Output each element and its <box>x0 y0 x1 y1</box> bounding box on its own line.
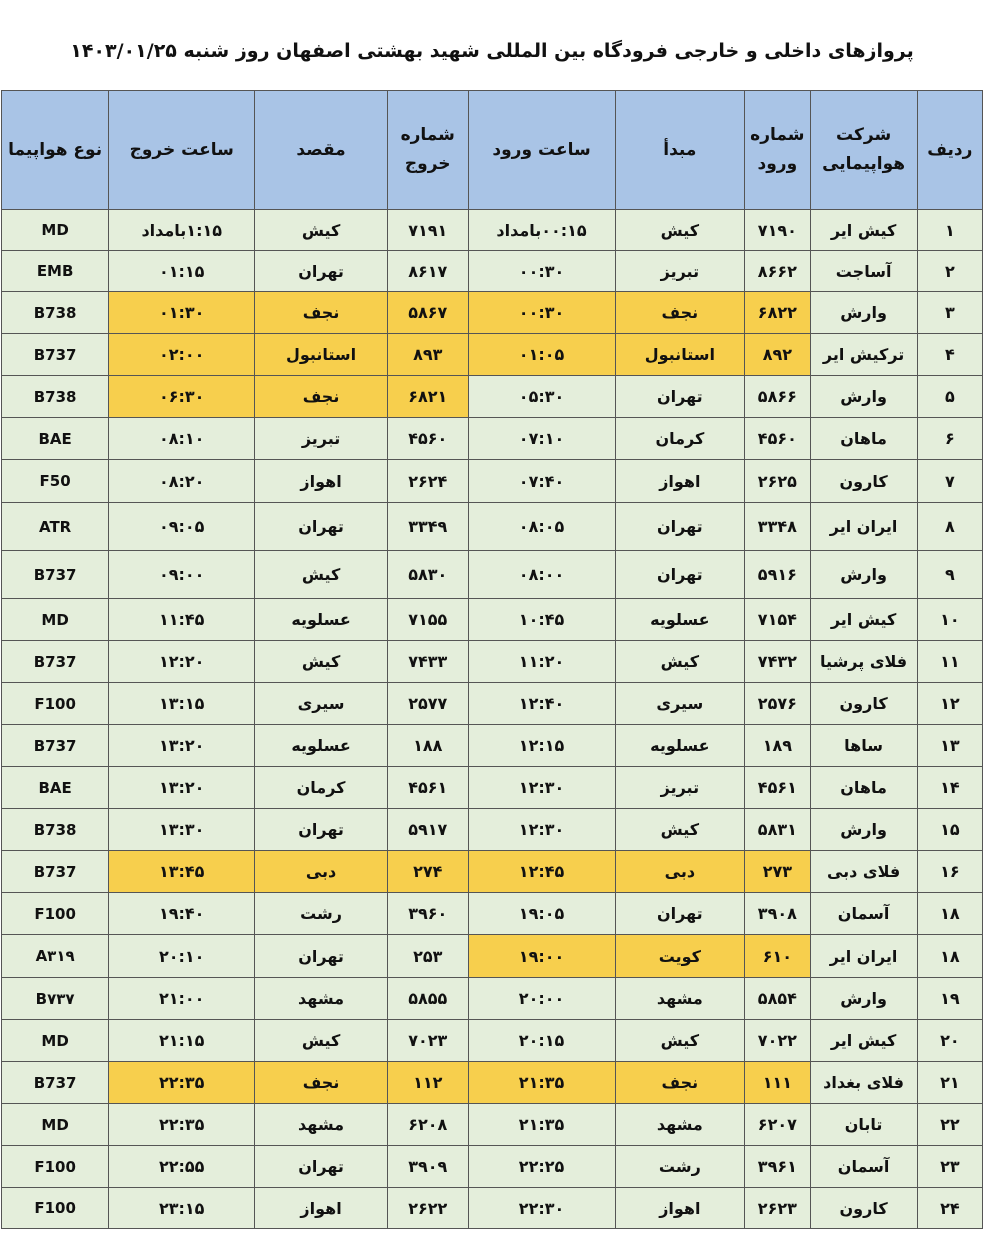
arrival-number-cell: ۵۸۵۴ <box>745 978 810 1020</box>
row-number-cell: ۷ <box>917 460 982 503</box>
airline-cell: وارش <box>810 376 917 418</box>
arrival-time-cell: ۱۲:۳۰ <box>468 809 615 851</box>
aircraft-type-cell: F100 <box>2 683 109 725</box>
destination-cell: مشهد <box>255 978 388 1020</box>
row-number-cell: ۱۸ <box>917 935 982 978</box>
header-departure-number: شماره خروج <box>387 91 468 210</box>
origin-cell: کیش <box>615 809 745 851</box>
departure-time-cell: ۰۲:۰۰ <box>109 334 255 376</box>
aircraft-type-cell: B737 <box>2 725 109 767</box>
departure-number-cell: ۵۸۶۷ <box>387 292 468 334</box>
row-number-cell: ۳ <box>917 292 982 334</box>
destination-cell: استانبول <box>255 334 388 376</box>
arrival-number-cell: ۶۲۰۷ <box>745 1104 810 1146</box>
arrival-number-cell: ۱۸۹ <box>745 725 810 767</box>
aircraft-type-cell: B737 <box>2 1062 109 1104</box>
origin-cell: نجف <box>615 1062 745 1104</box>
arrival-time-cell: ۰۸:۰۰ <box>468 551 615 599</box>
departure-time-cell: ۲۲:۳۵ <box>109 1062 255 1104</box>
aircraft-type-cell: B737 <box>2 641 109 683</box>
origin-cell: عسلویه <box>615 725 745 767</box>
destination-cell: تهران <box>255 935 388 978</box>
table-row <box>2 1188 983 1229</box>
departure-time-cell: ۱۳:۴۵ <box>109 851 255 893</box>
aircraft-type-cell: B737 <box>2 851 109 893</box>
table-row <box>2 251 983 292</box>
aircraft-type-cell: ATR <box>2 503 109 551</box>
departure-time-cell: ۱۳:۲۰ <box>109 725 255 767</box>
origin-cell: مشهد <box>615 1104 745 1146</box>
aircraft-type-cell: MD <box>2 1104 109 1146</box>
destination-cell: عسلویه <box>255 725 388 767</box>
airline-cell: فلای بغداد <box>810 1062 917 1104</box>
header-row <box>2 91 983 210</box>
departure-time-cell: ۰۹:۰۵ <box>109 503 255 551</box>
aircraft-type-cell: A۳۱۹ <box>2 935 109 978</box>
airline-cell: ماهان <box>810 418 917 460</box>
departure-time-cell: ۲۲:۵۵ <box>109 1146 255 1188</box>
airline-cell: فلای پرشیا <box>810 641 917 683</box>
arrival-time-cell: ۱۲:۴۰ <box>468 683 615 725</box>
destination-cell: مشهد <box>255 1104 388 1146</box>
table-row <box>2 503 983 551</box>
arrival-number-cell: ۲۶۲۳ <box>745 1188 810 1229</box>
arrival-time-cell: ۰۵:۳۰ <box>468 376 615 418</box>
row-number-cell: ۸ <box>917 503 982 551</box>
table-row <box>2 935 983 978</box>
table-row <box>2 851 983 893</box>
origin-cell: اهواز <box>615 460 745 503</box>
origin-cell: عسلویه <box>615 599 745 641</box>
arrival-number-cell: ۶۸۲۲ <box>745 292 810 334</box>
header-arrival-number: شماره ورود <box>745 91 810 210</box>
table-row <box>2 334 983 376</box>
airline-cell: تابان <box>810 1104 917 1146</box>
airline-cell: ماهان <box>810 767 917 809</box>
airline-cell: کیش ایر <box>810 1020 917 1062</box>
row-number-cell: ۲۴ <box>917 1188 982 1229</box>
header-arrival-time: ساعت ورود <box>468 91 615 210</box>
aircraft-type-cell: B737 <box>2 334 109 376</box>
departure-number-cell: ۸۹۳ <box>387 334 468 376</box>
aircraft-type-cell: B737 <box>2 551 109 599</box>
destination-cell: سیری <box>255 683 388 725</box>
flights-table <box>1 90 983 1229</box>
row-number-cell: ۱۱ <box>917 641 982 683</box>
table-row <box>2 210 983 251</box>
table-row <box>2 292 983 334</box>
arrival-number-cell: ۳۳۴۸ <box>745 503 810 551</box>
departure-time-cell: ۱۳:۱۵ <box>109 683 255 725</box>
arrival-time-cell: ۰۸:۰۵ <box>468 503 615 551</box>
departure-time-cell: ۱:۱۵بامداد <box>109 210 255 251</box>
header-origin: مبدأ <box>615 91 745 210</box>
arrival-number-cell: ۴۵۶۱ <box>745 767 810 809</box>
airline-cell: وارش <box>810 292 917 334</box>
airline-cell: ایران ایر <box>810 503 917 551</box>
airline-cell: کارون <box>810 1188 917 1229</box>
row-number-cell: ۴ <box>917 334 982 376</box>
departure-number-cell: ۶۲۰۸ <box>387 1104 468 1146</box>
row-number-cell: ۱۴ <box>917 767 982 809</box>
aircraft-type-cell: F100 <box>2 1188 109 1229</box>
origin-cell: کیش <box>615 641 745 683</box>
destination-cell: نجف <box>255 292 388 334</box>
destination-cell: تهران <box>255 809 388 851</box>
airline-cell: ترکیش ایر <box>810 334 917 376</box>
header-row-number: ردیف <box>917 91 982 210</box>
arrival-number-cell: ۱۱۱ <box>745 1062 810 1104</box>
airline-cell: کارون <box>810 460 917 503</box>
airline-cell: کیش ایر <box>810 599 917 641</box>
arrival-number-cell: ۲۷۳ <box>745 851 810 893</box>
arrival-number-cell: ۵۸۳۱ <box>745 809 810 851</box>
destination-cell: اهواز <box>255 460 388 503</box>
arrival-number-cell: ۲۶۲۵ <box>745 460 810 503</box>
table-row <box>2 893 983 935</box>
row-number-cell: ۶ <box>917 418 982 460</box>
origin-cell: اهواز <box>615 1188 745 1229</box>
table-row <box>2 1020 983 1062</box>
airline-cell: فلای دبی <box>810 851 917 893</box>
arrival-time-cell: ۱۱:۲۰ <box>468 641 615 683</box>
row-number-cell: ۱۰ <box>917 599 982 641</box>
departure-number-cell: ۱۸۸ <box>387 725 468 767</box>
origin-cell: تبریز <box>615 251 745 292</box>
arrival-time-cell: ۰۰:۳۰ <box>468 292 615 334</box>
departure-number-cell: ۴۵۶۰ <box>387 418 468 460</box>
row-number-cell: ۲۰ <box>917 1020 982 1062</box>
airline-cell: کیش ایر <box>810 210 917 251</box>
origin-cell: دبی <box>615 851 745 893</box>
departure-time-cell: ۲۲:۳۵ <box>109 1104 255 1146</box>
aircraft-type-cell: F100 <box>2 893 109 935</box>
airline-cell: آسمان <box>810 1146 917 1188</box>
departure-number-cell: ۶۸۲۱ <box>387 376 468 418</box>
aircraft-type-cell: MD <box>2 1020 109 1062</box>
destination-cell: تهران <box>255 503 388 551</box>
arrival-time-cell: ۱۹:۰۰ <box>468 935 615 978</box>
airline-cell: ساها <box>810 725 917 767</box>
arrival-number-cell: ۳۹۰۸ <box>745 893 810 935</box>
arrival-time-cell: ۰۷:۴۰ <box>468 460 615 503</box>
aircraft-type-cell: F100 <box>2 1146 109 1188</box>
destination-cell: رشت <box>255 893 388 935</box>
departure-number-cell: ۷۱۹۱ <box>387 210 468 251</box>
aircraft-type-cell: B۷۳۷ <box>2 978 109 1020</box>
departure-time-cell: ۱۹:۴۰ <box>109 893 255 935</box>
departure-time-cell: ۱۲:۲۰ <box>109 641 255 683</box>
row-number-cell: ۱۵ <box>917 809 982 851</box>
arrival-number-cell: ۸۶۶۲ <box>745 251 810 292</box>
arrival-time-cell: ۲۲:۲۵ <box>468 1146 615 1188</box>
departure-time-cell: ۱۳:۳۰ <box>109 809 255 851</box>
table-row <box>2 978 983 1020</box>
table-row <box>2 641 983 683</box>
table-row <box>2 1146 983 1188</box>
table-row <box>2 1062 983 1104</box>
table-row <box>2 551 983 599</box>
row-number-cell: ۲۳ <box>917 1146 982 1188</box>
origin-cell: تهران <box>615 503 745 551</box>
aircraft-type-cell: EMB <box>2 251 109 292</box>
table-row <box>2 683 983 725</box>
arrival-number-cell: ۲۵۷۶ <box>745 683 810 725</box>
departure-number-cell: ۲۶۲۴ <box>387 460 468 503</box>
table-row <box>2 1104 983 1146</box>
row-number-cell: ۹ <box>917 551 982 599</box>
arrival-number-cell: ۳۹۶۱ <box>745 1146 810 1188</box>
row-number-cell: ۱۳ <box>917 725 982 767</box>
departure-number-cell: ۷۰۲۳ <box>387 1020 468 1062</box>
departure-time-cell: ۰۶:۳۰ <box>109 376 255 418</box>
header-departure-time: ساعت خروج <box>109 91 255 210</box>
airline-cell: وارش <box>810 978 917 1020</box>
destination-cell: کیش <box>255 641 388 683</box>
arrival-number-cell: ۷۰۲۲ <box>745 1020 810 1062</box>
destination-cell: تهران <box>255 251 388 292</box>
arrival-time-cell: ۱۹:۰۵ <box>468 893 615 935</box>
arrival-number-cell: ۷۱۵۴ <box>745 599 810 641</box>
departure-number-cell: ۴۵۶۱ <box>387 767 468 809</box>
destination-cell: کرمان <box>255 767 388 809</box>
row-number-cell: ۱ <box>917 210 982 251</box>
page-title: پروازهای داخلی و خارجی فرودگاه بین المللی شهید بهشتی اصفهان روز شنبه ۱۴۰۳/۰۱/۲۵ <box>70 40 914 62</box>
origin-cell: مشهد <box>615 978 745 1020</box>
departure-time-cell: ۰۸:۲۰ <box>109 460 255 503</box>
origin-cell: تهران <box>615 551 745 599</box>
row-number-cell: ۲ <box>917 251 982 292</box>
arrival-number-cell: ۸۹۲ <box>745 334 810 376</box>
destination-cell: تبریز <box>255 418 388 460</box>
departure-number-cell: ۲۷۴ <box>387 851 468 893</box>
arrival-time-cell: ۰۱:۰۵ <box>468 334 615 376</box>
departure-number-cell: ۵۸۳۰ <box>387 551 468 599</box>
table-row <box>2 725 983 767</box>
header-destination: مقصد <box>255 91 388 210</box>
departure-number-cell: ۷۴۳۳ <box>387 641 468 683</box>
origin-cell: استانبول <box>615 334 745 376</box>
header-airline: شرکت هواپیمایی <box>810 91 917 210</box>
table-row <box>2 376 983 418</box>
departure-number-cell: ۱۱۲ <box>387 1062 468 1104</box>
origin-cell: کرمان <box>615 418 745 460</box>
arrival-time-cell: ۰۰:۱۵بامداد <box>468 210 615 251</box>
arrival-number-cell: ۵۸۶۶ <box>745 376 810 418</box>
table-row <box>2 809 983 851</box>
departure-time-cell: ۲۰:۱۰ <box>109 935 255 978</box>
header-aircraft-type: نوع هواپیما <box>2 91 109 210</box>
row-number-cell: ۲۲ <box>917 1104 982 1146</box>
destination-cell: اهواز <box>255 1188 388 1229</box>
arrival-time-cell: ۰۷:۱۰ <box>468 418 615 460</box>
departure-number-cell: ۸۶۱۷ <box>387 251 468 292</box>
destination-cell: نجف <box>255 376 388 418</box>
arrival-time-cell: ۲۱:۳۵ <box>468 1104 615 1146</box>
arrival-time-cell: ۲۰:۰۰ <box>468 978 615 1020</box>
departure-number-cell: ۲۶۲۲ <box>387 1188 468 1229</box>
departure-number-cell: ۲۵۷۷ <box>387 683 468 725</box>
table-row <box>2 767 983 809</box>
row-number-cell: ۲۱ <box>917 1062 982 1104</box>
arrival-number-cell: ۵۹۱۶ <box>745 551 810 599</box>
departure-number-cell: ۳۳۴۹ <box>387 503 468 551</box>
departure-time-cell: ۰۱:۳۰ <box>109 292 255 334</box>
table-row <box>2 599 983 641</box>
airline-cell: وارش <box>810 551 917 599</box>
aircraft-type-cell: MD <box>2 210 109 251</box>
aircraft-type-cell: B738 <box>2 376 109 418</box>
departure-number-cell: ۲۵۳ <box>387 935 468 978</box>
arrival-time-cell: ۲۰:۱۵ <box>468 1020 615 1062</box>
departure-number-cell: ۵۹۱۷ <box>387 809 468 851</box>
arrival-time-cell: ۱۰:۴۵ <box>468 599 615 641</box>
departure-number-cell: ۳۹۰۹ <box>387 1146 468 1188</box>
origin-cell: کویت <box>615 935 745 978</box>
departure-time-cell: ۰۸:۱۰ <box>109 418 255 460</box>
departure-time-cell: ۰۱:۱۵ <box>109 251 255 292</box>
row-number-cell: ۱۶ <box>917 851 982 893</box>
arrival-time-cell: ۱۲:۱۵ <box>468 725 615 767</box>
origin-cell: تهران <box>615 893 745 935</box>
aircraft-type-cell: MD <box>2 599 109 641</box>
destination-cell: کیش <box>255 210 388 251</box>
origin-cell: تبریز <box>615 767 745 809</box>
destination-cell: کیش <box>255 1020 388 1062</box>
origin-cell: کیش <box>615 210 745 251</box>
origin-cell: رشت <box>615 1146 745 1188</box>
airline-cell: کارون <box>810 683 917 725</box>
flights-body <box>2 210 983 1229</box>
arrival-time-cell: ۰۰:۳۰ <box>468 251 615 292</box>
departure-time-cell: ۲۱:۰۰ <box>109 978 255 1020</box>
table-row <box>2 418 983 460</box>
departure-time-cell: ۱۳:۲۰ <box>109 767 255 809</box>
departure-time-cell: ۲۳:۱۵ <box>109 1188 255 1229</box>
aircraft-type-cell: BAE <box>2 418 109 460</box>
arrival-time-cell: ۱۲:۴۵ <box>468 851 615 893</box>
origin-cell: نجف <box>615 292 745 334</box>
arrival-time-cell: ۱۲:۳۰ <box>468 767 615 809</box>
arrival-time-cell: ۲۱:۳۵ <box>468 1062 615 1104</box>
departure-number-cell: ۳۹۶۰ <box>387 893 468 935</box>
destination-cell: نجف <box>255 1062 388 1104</box>
aircraft-type-cell: B738 <box>2 292 109 334</box>
departure-time-cell: ۲۱:۱۵ <box>109 1020 255 1062</box>
arrival-time-cell: ۲۲:۳۰ <box>468 1188 615 1229</box>
destination-cell: دبی <box>255 851 388 893</box>
aircraft-type-cell: F50 <box>2 460 109 503</box>
departure-number-cell: ۷۱۵۵ <box>387 599 468 641</box>
destination-cell: کیش <box>255 551 388 599</box>
departure-time-cell: ۰۹:۰۰ <box>109 551 255 599</box>
aircraft-type-cell: BAE <box>2 767 109 809</box>
origin-cell: سیری <box>615 683 745 725</box>
departure-time-cell: ۱۱:۴۵ <box>109 599 255 641</box>
arrival-number-cell: ۷۱۹۰ <box>745 210 810 251</box>
table-row <box>2 460 983 503</box>
origin-cell: کیش <box>615 1020 745 1062</box>
departure-number-cell: ۵۸۵۵ <box>387 978 468 1020</box>
airline-cell: آسمان <box>810 893 917 935</box>
arrival-number-cell: ۴۵۶۰ <box>745 418 810 460</box>
airline-cell: آساجت <box>810 251 917 292</box>
row-number-cell: ۱۲ <box>917 683 982 725</box>
arrival-number-cell: ۷۴۳۲ <box>745 641 810 683</box>
airline-cell: ایران ایر <box>810 935 917 978</box>
origin-cell: تهران <box>615 376 745 418</box>
airline-cell: وارش <box>810 809 917 851</box>
destination-cell: تهران <box>255 1146 388 1188</box>
aircraft-type-cell: B738 <box>2 809 109 851</box>
row-number-cell: ۱۹ <box>917 978 982 1020</box>
destination-cell: عسلویه <box>255 599 388 641</box>
row-number-cell: ۱۸ <box>917 893 982 935</box>
row-number-cell: ۵ <box>917 376 982 418</box>
arrival-number-cell: ۶۱۰ <box>745 935 810 978</box>
